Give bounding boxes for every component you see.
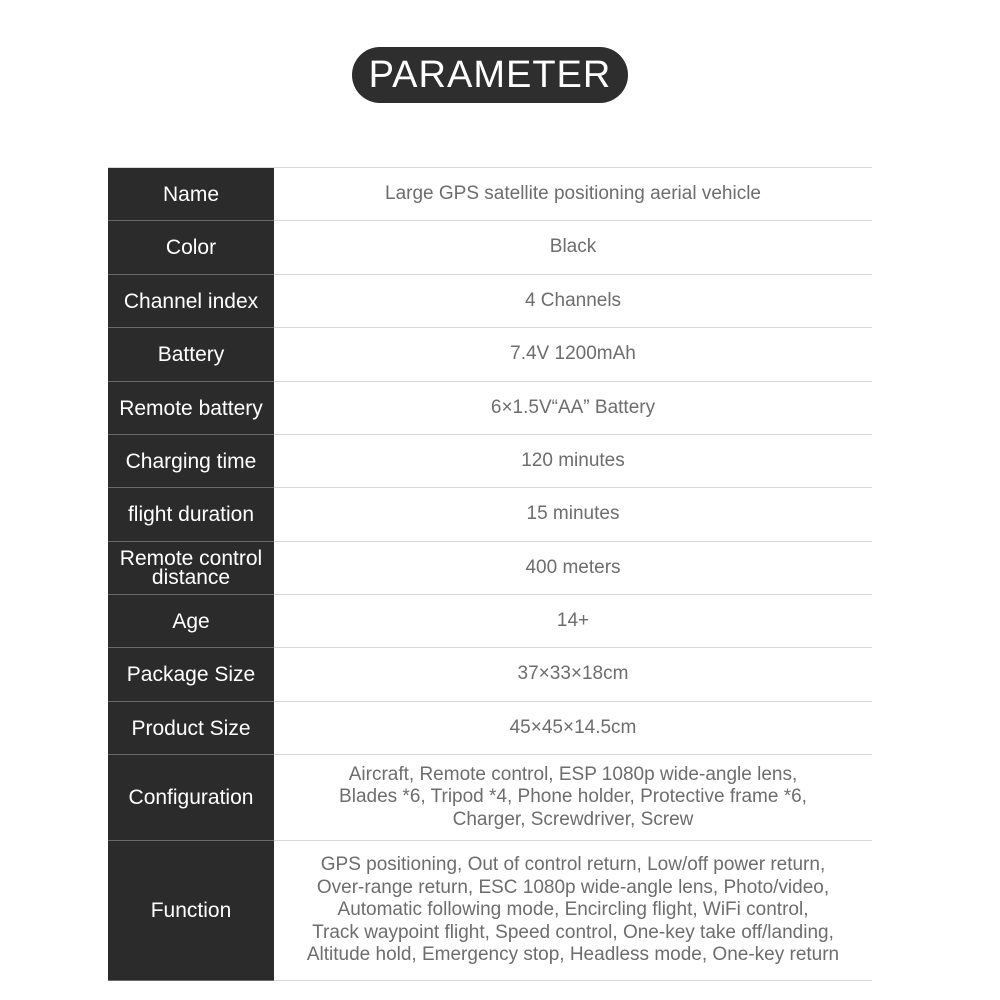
parameter-table — [108, 167, 872, 981]
row-value: Large GPS satellite positioning aerial vehicle — [385, 182, 761, 204]
row-value: 15 minutes — [526, 503, 620, 525]
row-value: GPS positioning, Out of control return, Low/off power return, Over-range return, ESC 1080p wide-angle lens, Photo/video, Automatic following mode, Encircling flight, WiFi control, Track waypoint flight, Speed control, One-key take off/landing, Altitude hold, Emergency stop, Headless mode, One-key return — [306, 854, 840, 966]
row-label: Age — [108, 595, 274, 648]
row-label: Function — [108, 841, 274, 981]
row-label: Name — [108, 168, 274, 221]
row-value: 7.4V 1200mAh — [510, 343, 636, 365]
table-row-product-size — [108, 702, 872, 755]
table-row-remote-battery — [108, 382, 872, 435]
row-value: Black — [549, 236, 597, 258]
row-value: 14+ — [556, 609, 590, 631]
page-title: PARAMETER — [352, 47, 628, 103]
table-row-battery — [108, 328, 872, 382]
row-value: 6×1.5V“AA” Battery — [490, 396, 656, 418]
row-value: 400 meters — [525, 556, 621, 578]
row-label: Charging time — [108, 435, 274, 488]
row-value: 45×45×14.5cm — [509, 716, 637, 738]
table-row-configuration — [108, 755, 872, 841]
row-label: Package Size — [108, 648, 274, 702]
table-row-name — [108, 168, 872, 221]
row-label: Remote battery — [108, 382, 274, 435]
table-row-remote-control-distance — [108, 542, 872, 595]
row-value: 4 Channels — [524, 289, 622, 311]
table-row-function — [108, 841, 872, 981]
row-label: flight duration — [108, 488, 274, 542]
row-label: Product Size — [108, 702, 274, 755]
table-row-channel-index — [108, 275, 872, 328]
row-label: Battery — [108, 328, 274, 382]
row-value: 37×33×18cm — [517, 663, 629, 685]
row-label: Color — [108, 221, 274, 275]
table-row-color — [108, 221, 872, 275]
row-value: 120 minutes — [521, 449, 625, 471]
table-row-age — [108, 595, 872, 648]
row-label: Channel index — [108, 275, 274, 328]
table-row-flight-duration — [108, 488, 872, 542]
row-label: Remote control distance — [108, 542, 274, 595]
row-label: Configuration — [108, 755, 274, 841]
table-row-package-size — [108, 648, 872, 702]
row-value: Aircraft, Remote control, ESP 1080p wide-angle lens, Blades *6, Tripod *4, Phone holder, Protective frame *6, Charger, Screwdriver, Screw — [339, 763, 807, 830]
table-row-charging-time — [108, 435, 872, 488]
